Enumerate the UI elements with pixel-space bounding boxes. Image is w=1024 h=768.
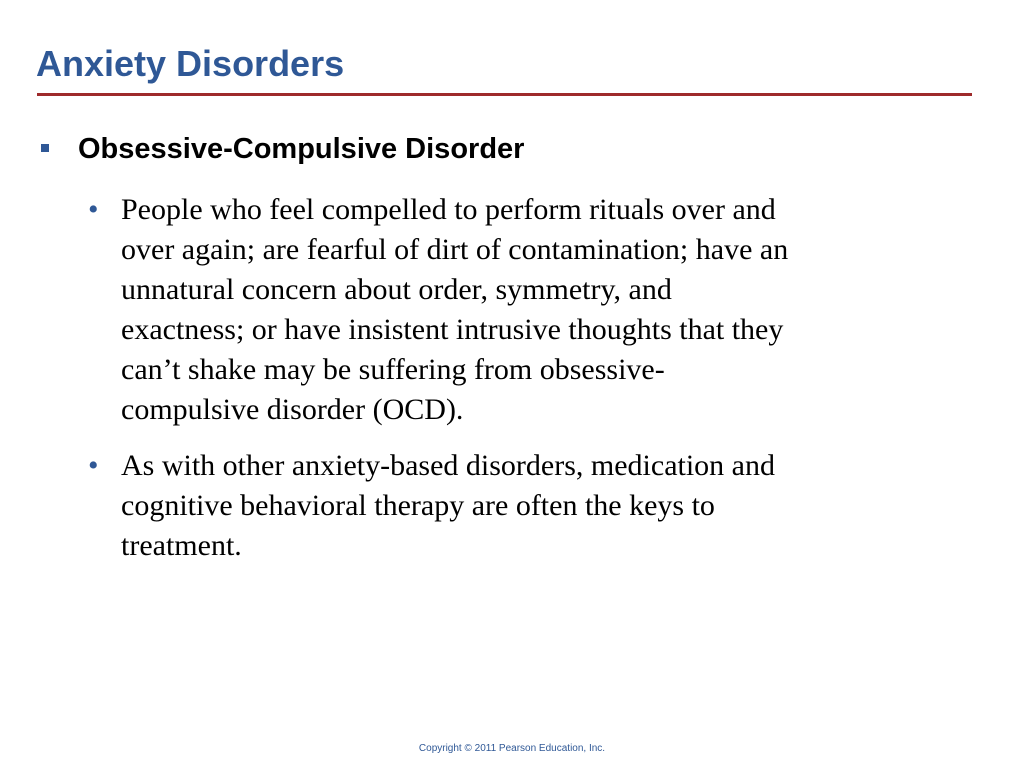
slide-title: Anxiety Disorders [36,43,345,84]
topic-heading: Obsessive-Compulsive Disorder [78,133,525,165]
bullet-line: cognitive behavioral therapy are often the keys to [121,489,715,522]
bullet-line: over again; are fearful of dirt of contamination; have an [121,233,789,266]
title-divider [37,93,972,96]
bullet-line: exactness; or have insistent intrusive thoughts that they [121,313,784,346]
bullet-line: can’t shake may be suffering from obsessive- [121,353,665,386]
bullet-line: compulsive disorder (OCD). [121,393,464,426]
bullet-line: People who feel compelled to perform rituals over and [121,193,776,226]
copyright-footer: Copyright © 2011 Pearson Education, Inc. [418,743,606,754]
bullet-line: unnatural concern about order, symmetry, and [121,273,672,306]
bullet-line: As with other anxiety-based disorders, medication and [121,449,775,482]
bullet-item-2 [88,446,961,566]
square-bullet-icon [41,144,49,152]
bullet-line: treatment. [121,529,242,562]
bullet-dot-icon: • [88,193,99,226]
bullet-item-1 [88,190,961,430]
bullet-dot-icon: • [88,449,99,482]
